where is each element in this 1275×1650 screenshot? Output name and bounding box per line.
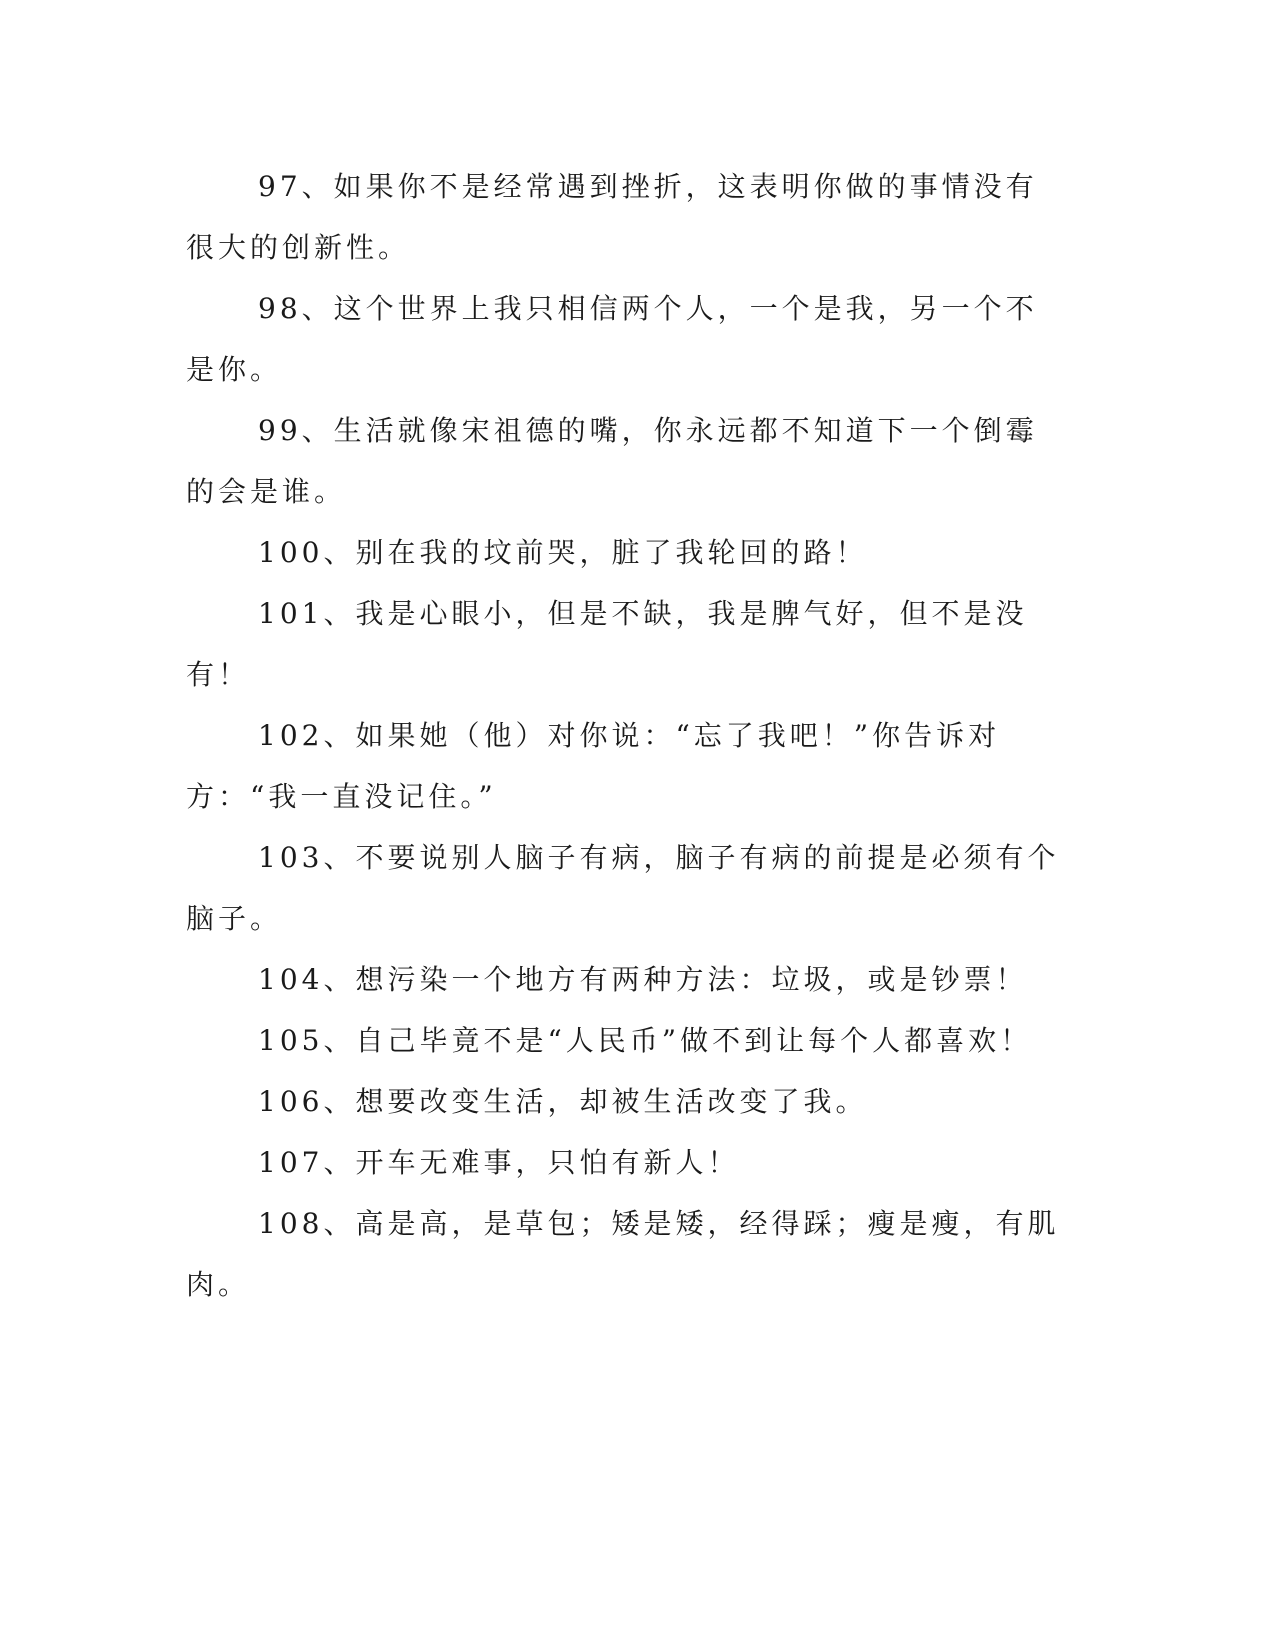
list-item-105: 105、自己毕竟不是“人民币”做不到让每个人都喜欢！: [258, 1024, 1033, 1057]
list-item-108: 108、高是高，是草包；矮是矮，经得踩；瘦是瘦，有肌肉。: [186, 1207, 1060, 1301]
list-item-103: 103、不要说别人脑子有病，脑子有病的前提是必须有个脑子。: [186, 841, 1060, 935]
list-item-107: 107、开车无难事，只怕有新人！: [258, 1146, 740, 1179]
list-item-101: 101、我是心眼小，但是不缺，我是脾气好，但不是没有！: [186, 597, 1028, 691]
list-item-98: 98、这个世界上我只相信两个人，一个是我，另一个不是你。: [186, 292, 1038, 386]
list-item-106: 106、想要改变生活，却被生活改变了我。: [258, 1085, 868, 1118]
list-item-104: 104、想污染一个地方有两种方法：垃圾，或是钞票！: [258, 963, 1028, 996]
list-item-100: 100、别在我的坟前哭，脏了我轮回的路！: [258, 536, 868, 569]
list-item-99: 99、生活就像宋祖德的嘴，你永远都不知道下一个倒霉的会是谁。: [186, 414, 1038, 508]
list-item-97: 97、如果你不是经常遇到挫折，这表明你做的事情没有很大的创新性。: [186, 170, 1038, 264]
list-item-102: 102、如果她（他）对你说：“忘了我吧！”你告诉对方：“我一直没记住。”: [186, 719, 1001, 813]
document-body: [186, 156, 1069, 1315]
